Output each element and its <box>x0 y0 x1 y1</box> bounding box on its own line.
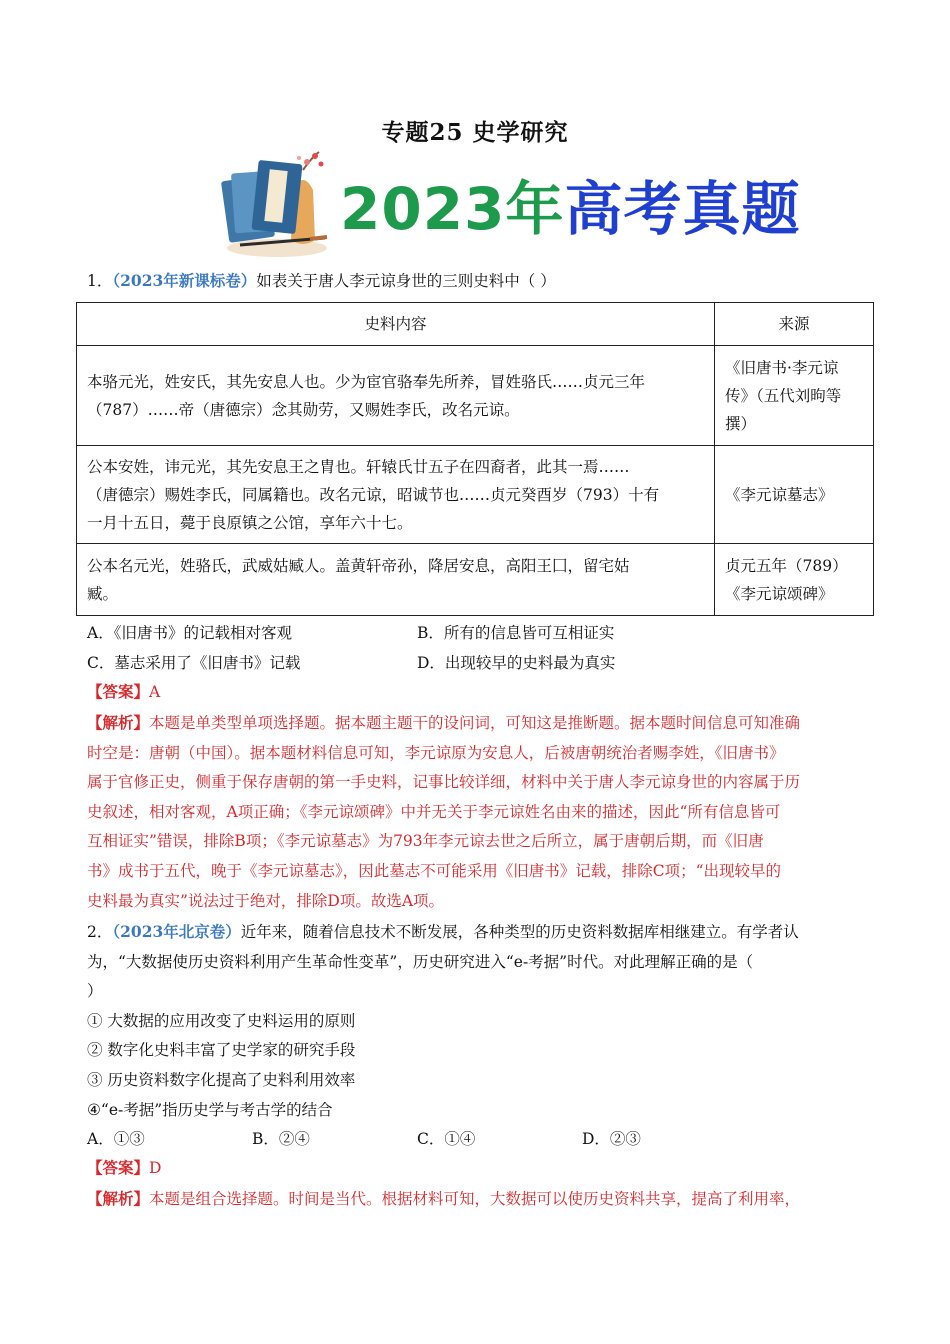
banner-title: 高考真题 <box>564 175 801 243</box>
cell-line: 贞元五年（789） <box>725 556 848 575</box>
page-title: 专题25 史学研究 <box>381 119 569 146</box>
cell-line: 公本名元光，姓骆氏，武威姑臧人。盖黄轩帝孙，降居安息，高阳王囗，留宅姑 <box>87 556 630 575</box>
cell-line: 一月十五日，薨于良原镇之公馆，享年六十七。 <box>87 513 413 532</box>
q1-stem <box>87 270 556 292</box>
cell-line: 《李元谅颂碑》 <box>725 584 834 603</box>
q2-stem-line: 近年来，随着信息技术不断发展，各种类型的历史资料数据库相继建立。有学者认 <box>240 923 799 941</box>
q1-option-b[interactable]: B．所有的信息皆可互相证实 <box>417 624 615 642</box>
analysis-line: 互相证实”错误，排除B项；《李元谅墓志》为793年李元谅去世之后所立，属于唐朝后期，而《旧唐 <box>87 832 764 851</box>
q1-answer-value: A <box>149 683 161 701</box>
q2-source: （2023年北京卷） <box>112 922 241 941</box>
cell-line: 《李元谅墓志》 <box>725 485 834 504</box>
banner-headline <box>340 162 800 246</box>
analysis-line: 本题是组合选择题。时间是当代。根据材料可知，大数据可以使历史资料共享，提高了利用率， <box>149 1190 801 1208</box>
table-cell-source <box>715 544 874 616</box>
table-cell-source <box>715 346 874 446</box>
q2-answer <box>87 1157 161 1179</box>
q1-option-d[interactable]: D．出现较早的史料最为真实 <box>417 654 616 672</box>
q2-answer-value: D <box>149 1159 162 1177</box>
banner-year: 2023年 <box>340 175 565 243</box>
cell-line: 本骆元光，姓安氏，其先安息人也。少为宦官骆奉先所养，冒姓骆氏……贞元三年 <box>87 372 646 391</box>
q1-option-a[interactable]: A．《旧唐书》的记载相对客观 <box>87 624 292 642</box>
analysis-line: 本题是单类型单项选择题。据本题主题干的设问词，可知这是推断题。据本题时间信息可知准确 <box>149 714 801 732</box>
analysis-line: 时空是：唐朝（中国）。据本题材料信息可知，李元谅原为安息人，后被唐朝统治者赐李姓，《旧唐书》 <box>87 743 785 762</box>
analysis-line: 史料最为真实”说法过于绝对，排除D项。故选A项。 <box>87 891 445 910</box>
q1-analysis-tag: 【解析】 <box>87 713 150 732</box>
q2-analysis <box>87 1184 867 1215</box>
q2-statement: ② 数字化史料丰富了史学家的研究手段 <box>87 1041 356 1060</box>
q2-stem-line: ） <box>87 982 103 1001</box>
q2-option-a[interactable]: A．①③ <box>87 1130 145 1148</box>
q1-answer-tag: 【答案】 <box>87 682 150 701</box>
table-header-content: 史料内容 <box>77 303 715 346</box>
analysis-line: 属于官修正史，侧重于保存唐朝的第一手史料，记事比较详细，材料中关于唐人李元谅身世的内容属于历 <box>87 773 801 792</box>
q1-stem-text: 如表关于唐人李元谅身世的三则史料中（ ） <box>256 272 556 290</box>
table-header-row <box>77 303 874 346</box>
cell-line: 臧。 <box>87 584 119 603</box>
q2-analysis-tag: 【解析】 <box>87 1189 150 1208</box>
q2-stem <box>87 917 867 1125</box>
q1-answer <box>87 681 160 703</box>
q1-source-table <box>76 302 874 616</box>
q2-option-d[interactable]: D．②③ <box>582 1130 641 1148</box>
q1-option-c[interactable]: C．墓志采用了《旧唐书》记载 <box>87 654 301 672</box>
q2-stem-line: 为，“大数据使历史资料利用产生革命性变革”，历史研究进入“e-考据”时代。对此理解正确的是（ <box>87 952 754 971</box>
title-banner <box>215 150 801 260</box>
cell-line: （787）……帝（唐德宗）念其勋劳，又赐姓李氏，改名元谅。 <box>87 400 520 419</box>
table-row <box>77 446 874 544</box>
table-cell-content <box>77 346 715 446</box>
table-row <box>77 544 874 616</box>
q1-source: （2023年新课标卷） <box>112 271 257 290</box>
q2-option-c[interactable]: C．①④ <box>417 1130 476 1148</box>
table-header-source: 来源 <box>715 303 874 346</box>
table-row <box>77 346 874 446</box>
q2-statement: ③ 历史资料数字化提高了史料利用效率 <box>87 1070 356 1089</box>
q2-answer-tag: 【答案】 <box>87 1158 150 1177</box>
cell-line: 公本安姓，讳元光，其先安息王之胄也。轩辕氏廿五子在四裔者，此其一焉…… <box>87 457 630 476</box>
q1-number: 1． <box>87 272 113 290</box>
cell-line: 传》（五代刘昫等 <box>725 386 842 405</box>
q2-statement: ① 大数据的应用改变了史料运用的原则 <box>87 1011 356 1030</box>
q1-analysis <box>87 708 867 916</box>
q2-number: 2． <box>87 923 113 941</box>
analysis-line: 史叙述，相对客观，A项正确；《李元谅颂碑》中并无关于李元谅姓名由来的描述，因此“所有信息皆可 <box>87 802 781 821</box>
q2-statement: ④“e-考据”指历史学与考古学的结合 <box>87 1100 333 1119</box>
cell-line: 撰） <box>725 414 757 433</box>
table-cell-source <box>715 446 874 544</box>
cell-line: （唐德宗）赐姓李氏，同属籍也。改名元谅，昭诚节也……贞元癸酉岁（793）十有 <box>87 485 660 504</box>
cell-line: 《旧唐书·李元谅 <box>725 358 839 377</box>
q2-option-b[interactable]: B．②④ <box>252 1130 310 1148</box>
analysis-line: 书》成书于五代，晚于《李元谅墓志》，因此墓志不可能采用《旧唐书》记载，排除C项；“出现较早的 <box>87 861 782 880</box>
books-illustration-icon <box>215 150 340 260</box>
table-cell-content <box>77 446 715 544</box>
table-cell-content <box>77 544 715 616</box>
